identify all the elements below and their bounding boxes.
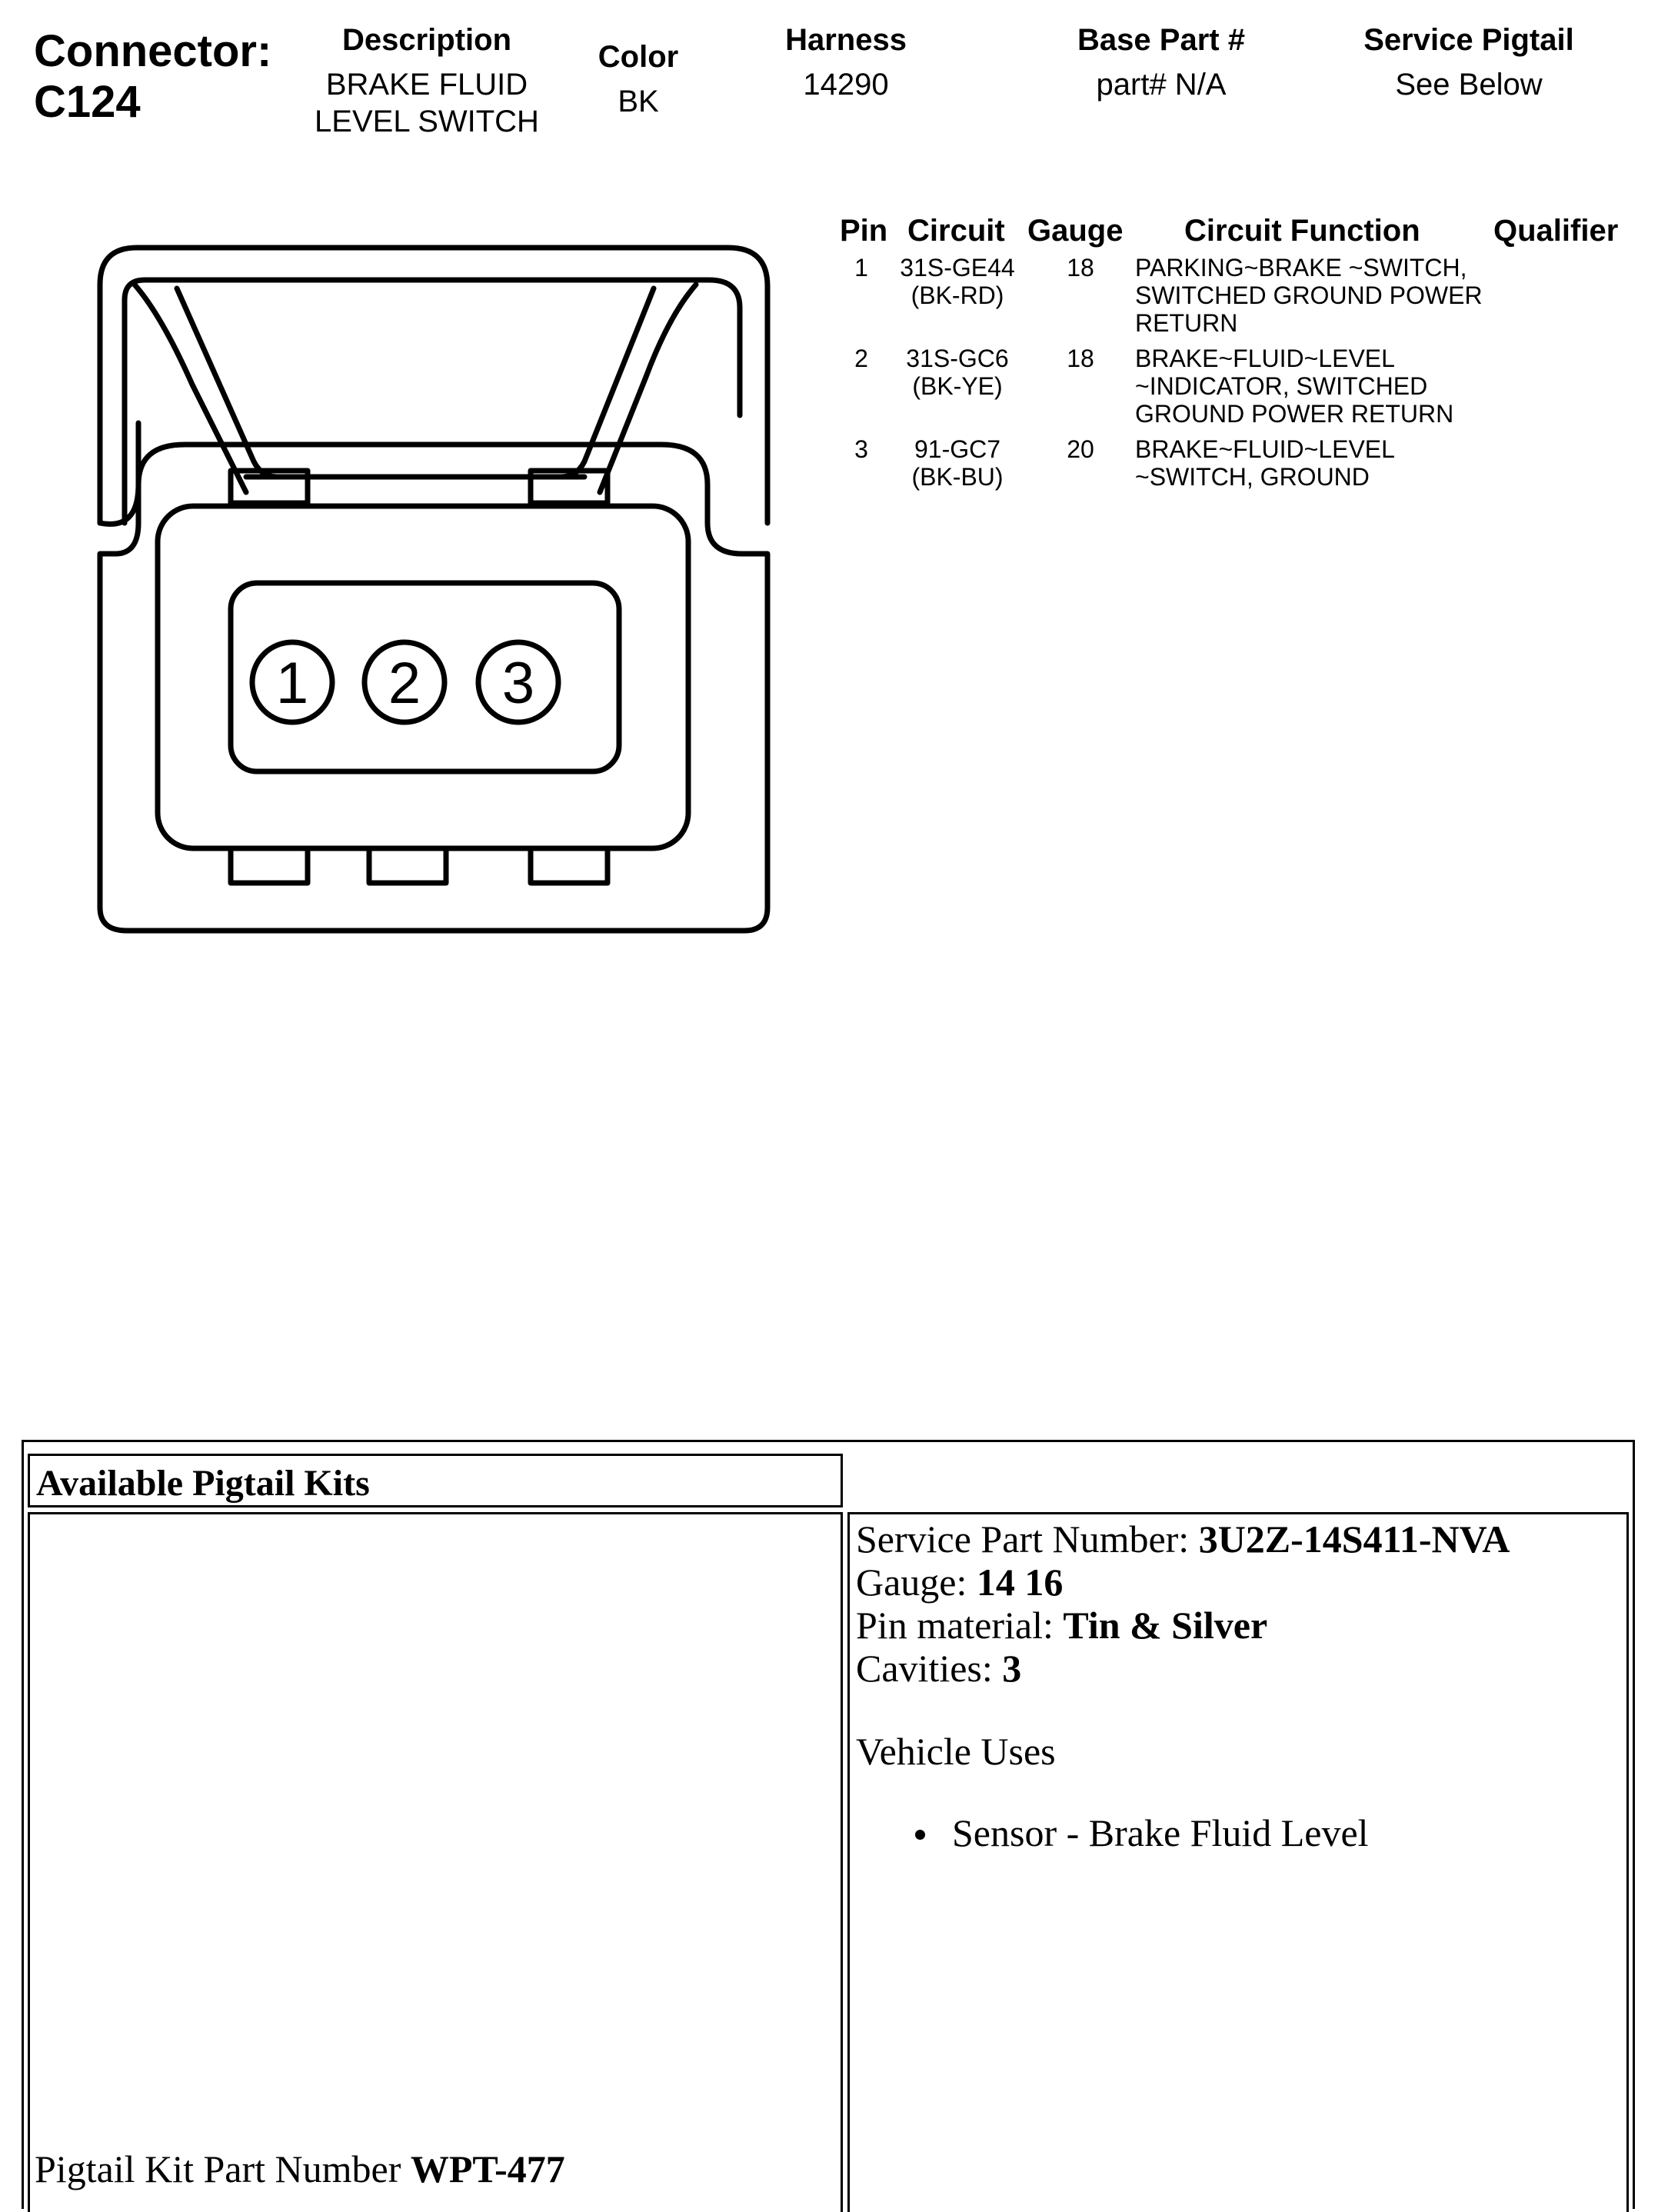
pin-number: 2 <box>854 345 868 372</box>
circuit-header: Circuit <box>907 214 1005 248</box>
table-row <box>831 254 1643 345</box>
pigtail-kit-details <box>847 1512 1629 2212</box>
circuit-code: 31S-GE44 (BK-RD) <box>900 254 1015 309</box>
service-part-row <box>856 1517 1510 1561</box>
connector-id: C124 <box>34 77 141 127</box>
circuit-function: PARKING~BRAKE ~SWITCH, SWITCHED GROUND POWER RETURN <box>1135 254 1483 337</box>
pin-number: 3 <box>854 435 868 463</box>
wire-gauge: 20 <box>1067 435 1094 463</box>
table-row <box>831 435 1643 497</box>
pin-2-label: 2 <box>388 651 421 716</box>
cavities-label: Cavities: <box>856 1647 1003 1690</box>
base-part-label: Base Part # <box>1077 23 1245 57</box>
color-column <box>569 38 707 120</box>
function-header: Circuit Function <box>1184 214 1420 248</box>
pin-material-row <box>856 1604 1510 1647</box>
pin-table-header <box>831 214 1643 254</box>
pin-number: 1 <box>854 254 868 281</box>
base-part-column <box>1038 22 1284 103</box>
connector-label: Connector: <box>34 26 272 76</box>
kit-specs <box>856 1517 1510 1854</box>
table-row <box>831 345 1643 435</box>
service-pigtail-label: Service Pigtail <box>1363 23 1574 57</box>
circuit-function: BRAKE~FLUID~LEVEL ~SWITCH, GROUND <box>1135 435 1395 491</box>
connector-body <box>100 445 767 931</box>
kit-part-value: WPT-477 <box>410 2147 565 2190</box>
service-pigtail-column <box>1315 22 1623 103</box>
circuit-function: BRAKE~FLUID~LEVEL ~INDICATOR, SWITCHED GROUND POWER RETURN <box>1135 345 1454 428</box>
gauge-value: 14 16 <box>976 1561 1064 1604</box>
vehicle-uses-title: Vehicle Uses <box>856 1730 1056 1773</box>
service-part-label: Service Part Number: <box>856 1517 1199 1561</box>
circuit-code: 91-GC7 (BK-BU) <box>911 435 1004 491</box>
description-column <box>292 22 561 140</box>
harness-value: 14290 <box>803 68 889 102</box>
wire-gauge: 18 <box>1067 254 1094 281</box>
description-value: BRAKE FLUID LEVEL SWITCH <box>315 68 539 138</box>
circuit-code: 31S-GC6 (BK-YE) <box>906 345 1009 400</box>
cavities-value: 3 <box>1002 1647 1022 1690</box>
pigtail-kit-title: Available Pigtail Kits <box>36 1463 370 1504</box>
pin-material-value: Tin & Silver <box>1063 1604 1268 1647</box>
connector-title <box>34 26 271 128</box>
color-value: BK <box>618 85 659 118</box>
connector-latch <box>100 248 767 523</box>
pin-material-label: Pin material: <box>856 1604 1064 1647</box>
gauge-label: Gauge: <box>856 1561 977 1604</box>
harness-column <box>731 22 961 103</box>
connector-drawing <box>46 231 784 954</box>
pigtail-kit-header-empty <box>847 1454 1629 1507</box>
vehicle-uses-list <box>856 1811 1510 1854</box>
pin-table <box>831 214 1643 497</box>
color-label: Color <box>598 40 679 74</box>
pigtail-kit-image-cell <box>28 1512 843 2212</box>
pin-3-label: 3 <box>501 651 535 716</box>
service-part-value: 3U2Z-14S411-NVA <box>1198 1517 1510 1561</box>
service-pigtail-value: See Below <box>1395 68 1543 102</box>
qualifier-header: Qualifier <box>1493 214 1619 248</box>
inner-housing <box>158 506 688 848</box>
list-item: Sensor - Brake Fluid Level <box>952 1811 1510 1854</box>
pigtail-kit-part-number <box>35 2147 565 2191</box>
base-part-value: part# N/A <box>1096 68 1227 102</box>
description-label: Description <box>341 23 512 57</box>
kit-part-label: Pigtail Kit Part Number <box>35 2147 411 2190</box>
cavities-row <box>856 1647 1510 1690</box>
pin-1-label: 1 <box>275 651 309 716</box>
wire-gauge: 18 <box>1067 345 1094 372</box>
pigtail-kit-header <box>28 1454 843 1507</box>
pin-header: Pin <box>840 214 888 248</box>
gauge-header: Gauge <box>1027 214 1124 248</box>
gauge-row <box>856 1561 1510 1604</box>
harness-label: Harness <box>785 23 907 57</box>
